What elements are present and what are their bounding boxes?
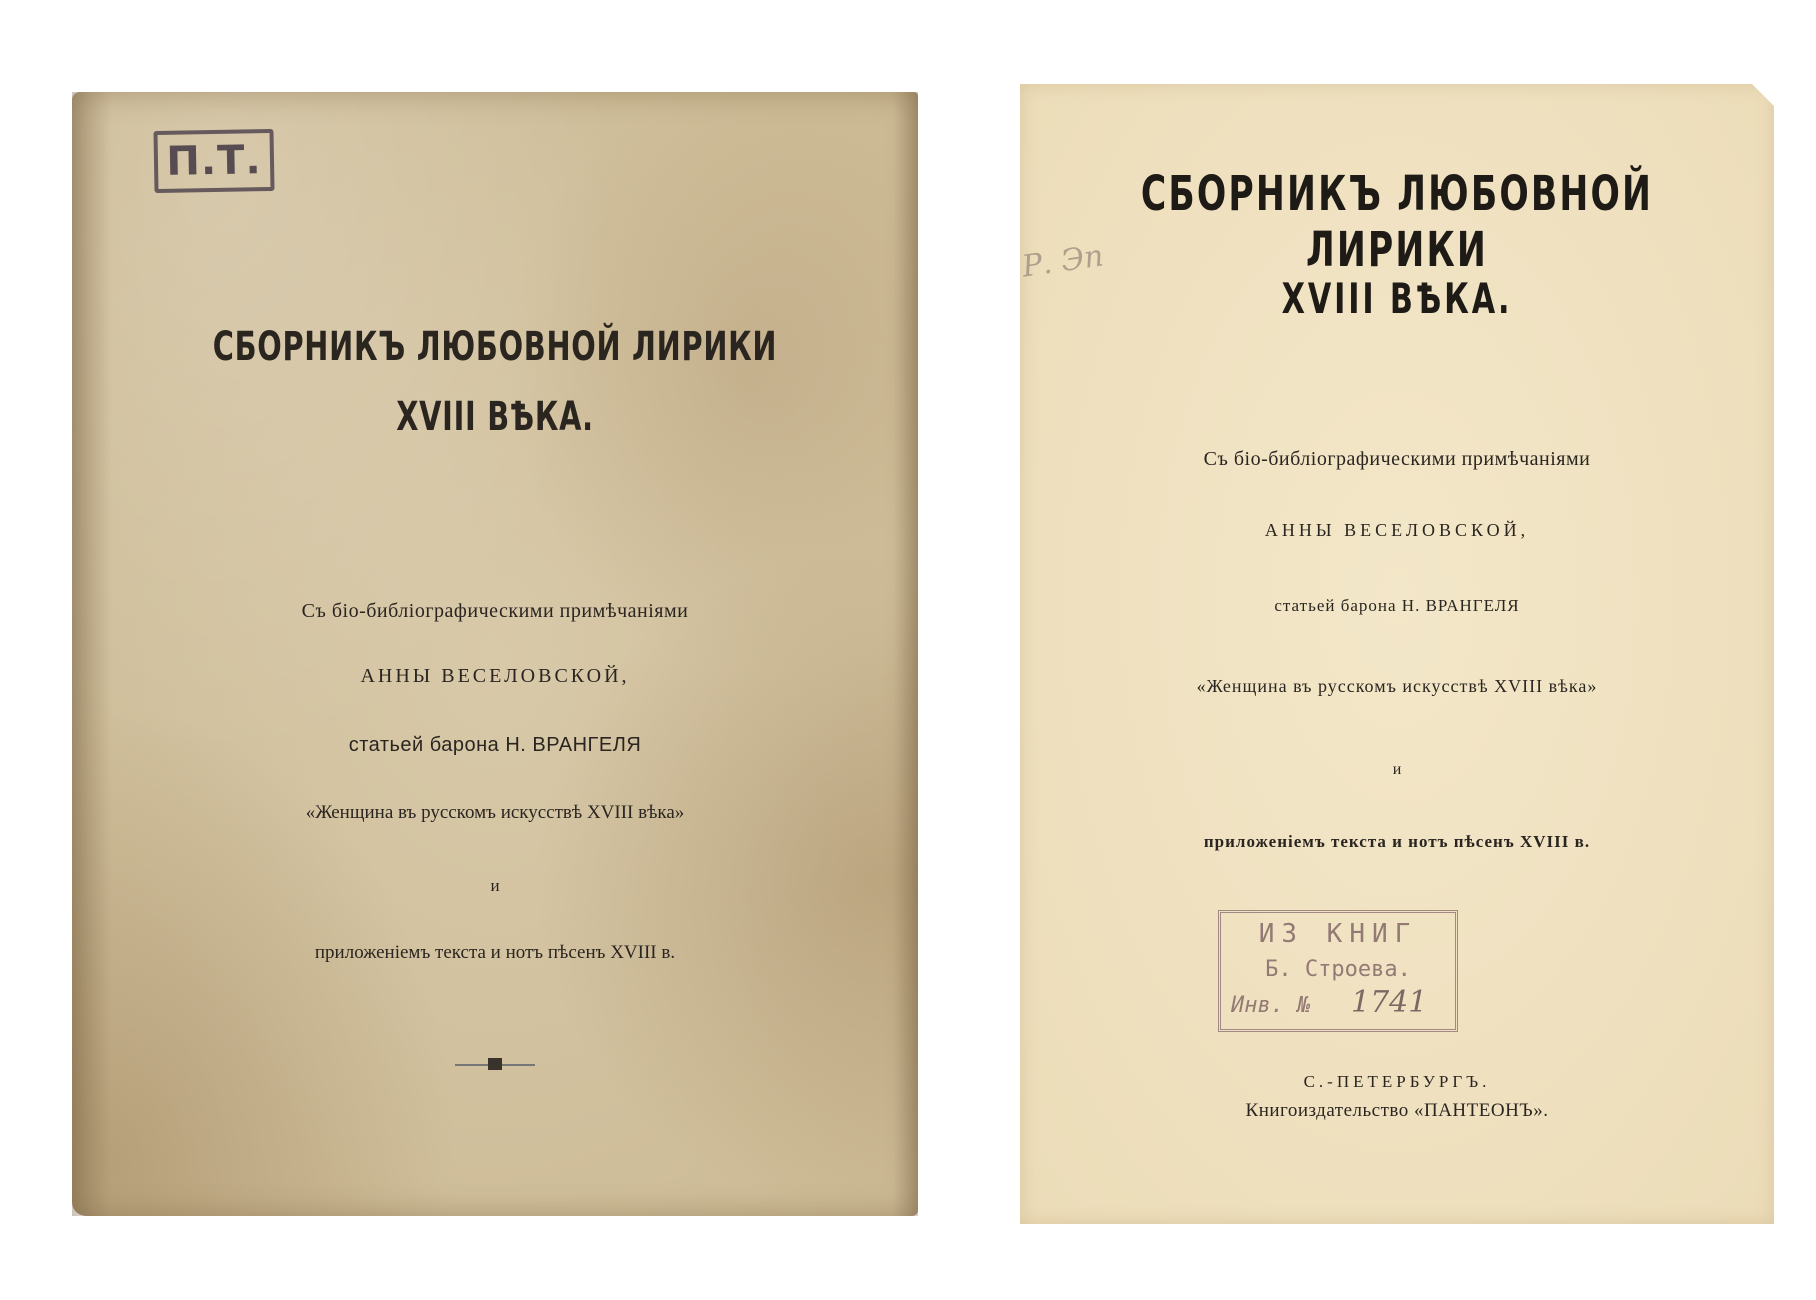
title-page-subtitle: XVIII ВѢКА.	[1281, 274, 1513, 323]
title-page-appendix-line: приложеніемъ текста и нотъ пѣсенъ XVIII в.	[1203, 832, 1591, 851]
title-page-title: СБОРНИКЪ ЛЮБОВНОЙ ЛИРИКИ	[1140, 166, 1654, 278]
page-corner	[1752, 84, 1774, 106]
title-page-conjunction: и	[1392, 761, 1402, 778]
cover-subtitle: XVIII ВѢКА.	[396, 394, 594, 440]
library-stamp-inv-number: 1741	[1351, 985, 1428, 1020]
imprint-city: С.-ПЕТЕРБУРГЪ.	[1303, 1072, 1491, 1091]
library-stamp-inv-label: Инв. №	[1231, 993, 1311, 1018]
library-stamp	[1218, 910, 1458, 1032]
cover-article-title: «Женщина въ русскомъ искусствѣ XVIII вѣка»	[305, 802, 685, 823]
cover-author: АННЫ ВЕСЕЛОВСКОЙ,	[360, 665, 630, 687]
title-page-article-title: «Женщина въ русскомъ искусствѣ XVIII вѣка»	[1196, 676, 1598, 696]
library-stamp-owner: Б. Строева.	[1265, 957, 1411, 982]
library-stamp-heading: ИЗ КНИГ	[1258, 919, 1418, 949]
title-page-notes-line: Съ біо-библіографическими примѣчаніями	[1203, 448, 1591, 470]
book-cover	[72, 92, 918, 1216]
title-page	[1020, 84, 1774, 1224]
cover-ornament	[455, 1064, 535, 1066]
owner-stamp: П.Т.	[153, 129, 274, 193]
cover-title: СБОРНИКЪ ЛЮБОВНОЙ ЛИРИКИ	[212, 324, 778, 370]
cover-article-author: статьей барона Н. ВРАНГЕЛЯ	[348, 734, 642, 756]
cover-conjunction: и	[490, 876, 500, 895]
cover-appendix-line: приложеніемъ текста и нотъ пѣсенъ XVIII в.	[314, 942, 676, 963]
cover-notes-line: Съ біо-библіографическими примѣчаніями	[301, 600, 689, 622]
title-page-author: АННЫ ВЕСЕЛОВСКОЙ,	[1264, 520, 1530, 540]
pencil-mark: Р. Эп	[1019, 238, 1106, 285]
title-page-article-author: статьей барона Н. ВРАНГЕЛЯ	[1274, 596, 1520, 615]
imprint-publisher: Книгоиздательство «ПАНТЕОНЪ».	[1245, 1100, 1549, 1121]
